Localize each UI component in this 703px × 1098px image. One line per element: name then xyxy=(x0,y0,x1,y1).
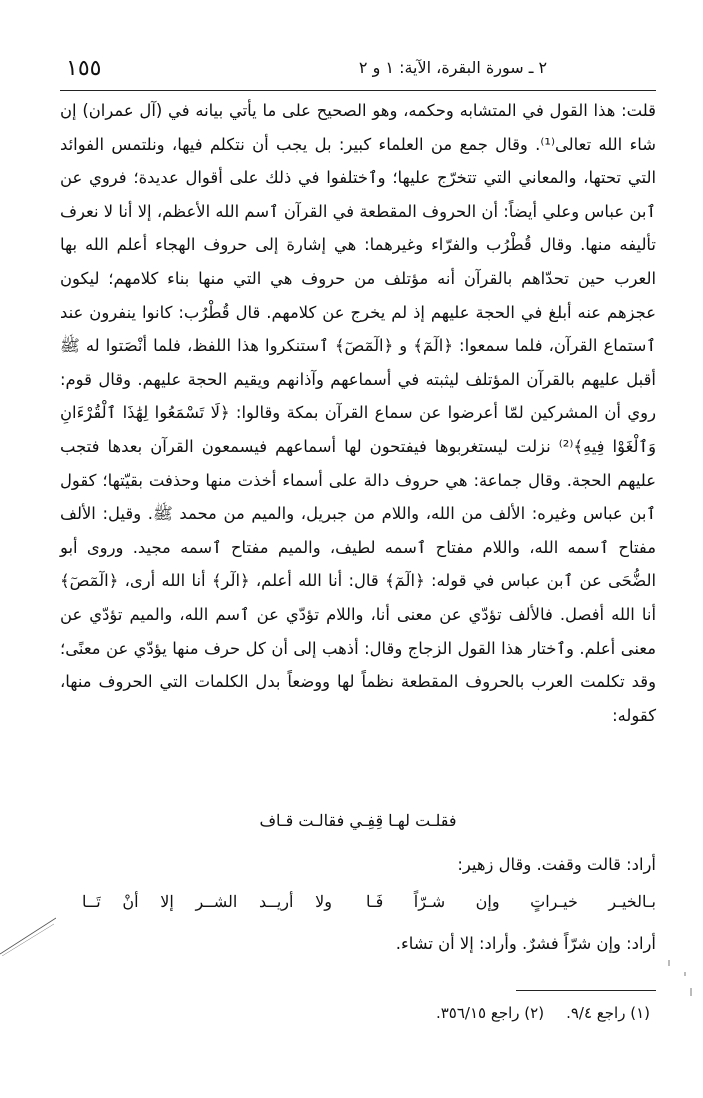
pen-stroke-line-1 xyxy=(0,918,56,954)
main-text xyxy=(60,94,656,732)
main-paragraph: قلت: هذا القول في المتشابه وحكمه، وهو الصحيح على ما يأتي بيانه في (آل عمران) إن شاء الله تعالى⁽¹⁾. وقال جمع من العلماء كبير: بل يجب أن نتكلم فيها، ونلتمس الفوائد التي تحتها، والمعاني التي تتخرّج عليها؛ وٱختلفوا في ذلك على أقوال عديدة؛ فروي عن ٱبن عباس وعلي أيضاً: أن الحروف المقطعة في القرآن ٱسم الله الأعظم، إلا أنا لا نعرف تأليفه منها. وقال قُطْرُب والفرّاء وغيرهما: هي إشارة إلى حروف الهجاء أعلم الله بها العرب حين تحدّاهم بالقرآن أنه مؤتلف من حروف هي التي منها بناء كلامهم؛ ليكون عجزهم عنه أبلغ في الحجة عليهم إذ لم يخرج عن كلامهم. قال قُطْرُب: كانوا ينفرون عند ٱستماع القرآن، فلما سمعوا: ﴿الٓمٓ﴾ و ﴿الٓمٓصٓ﴾ ٱستنكروا هذا اللفظ، فلما أنْصَتوا له ﷺ أقبل عليهم بالقرآن المؤتلف ليثبته في أسماعهم وآذانهم ويقيم الحجة عليهم. وقال قوم: روي أن المشركين لمّا أعرضوا عن سماع القرآن بمكة وقالوا: ﴿لَا تَسْمَعُوا لِهَٰذَا ٱلْقُرْءَانِ وَٱلْغَوْا فِيهِ﴾⁽²⁾ نزلت ليستغربوها فيفتحون لها أسماعهم فيسمعون القرآن بعدها فتجب عليهم الحجة. وقال جماعة: هي حروف دالة على أسماء أخذت منها وحذفت بقيّتها؛ كقول ٱبن عباس وغيره: الألف من الله، واللام من جبريل، والميم من محمد ﷺ. وقيل: الألف مفتاح ٱسمه الله، واللام مفتاح ٱسمه لطيف، والميم مفتاح ٱسمه مجيد. وروى أبو الضُّحَى عن ٱبن عباس في قوله: ﴿الٓمٓ﴾ قال: أنا الله أعلم، ﴿الٓر﴾ أنا الله أرى، ﴿الٓمٓصٓ﴾ أنا الله أفصل. فالألف تؤدّي عن معنى أنا، واللام تؤدّي عن ٱسم الله، والميم تؤدّي عن معنى أعلم. وٱختار هذا القول الزجاج وقال: أذهب إلى أن كل حرف منها يؤدّي عن معنًى؛ وقد تكلمت العرب بالحروف المقطعة نظماً لها ووضعاً بدل الكلمات التي الحروف منها، كقوله: xyxy=(60,101,656,725)
header-rule xyxy=(60,90,656,91)
running-title: ٢ ـ سورة البقرة، الآية: ١ و ٢ xyxy=(358,58,548,77)
footnote-2: (٢) راجع ٣٥٦/١٥. xyxy=(435,1004,545,1022)
footnote-rule xyxy=(516,990,656,991)
pen-stroke-mark xyxy=(0,896,56,956)
pen-stroke-line-2 xyxy=(2,924,54,956)
footnotes xyxy=(60,1000,650,1026)
verse-second-hemistich: ولا أريــد الشــر إلا أنْ تَــا xyxy=(82,892,332,911)
footnote-1: (١) راجع ٩/٤. xyxy=(566,1004,650,1022)
scan-speck xyxy=(684,972,686,976)
poetry-verse-zuhayr xyxy=(60,886,656,918)
page-number: ١٥٥ xyxy=(66,56,102,81)
verse-first-hemistich: بـالخيـر خيـراتٍ وإن شـرّاً فَـا xyxy=(366,892,656,911)
scan-speck xyxy=(690,988,692,996)
page-header xyxy=(56,52,650,92)
scan-speck xyxy=(668,960,670,966)
poetry-verse-qaf: فقلـت لهـا قِفِـي فقالـت قـاف xyxy=(259,811,457,830)
explanation-line-final: أراد: وإن شرّاً فشرٌ. وأراد: إلا أن تشاء. xyxy=(395,934,656,953)
explanation-line-zuhayr: أراد: قالت وقفت. وقال زهير: xyxy=(457,855,656,874)
